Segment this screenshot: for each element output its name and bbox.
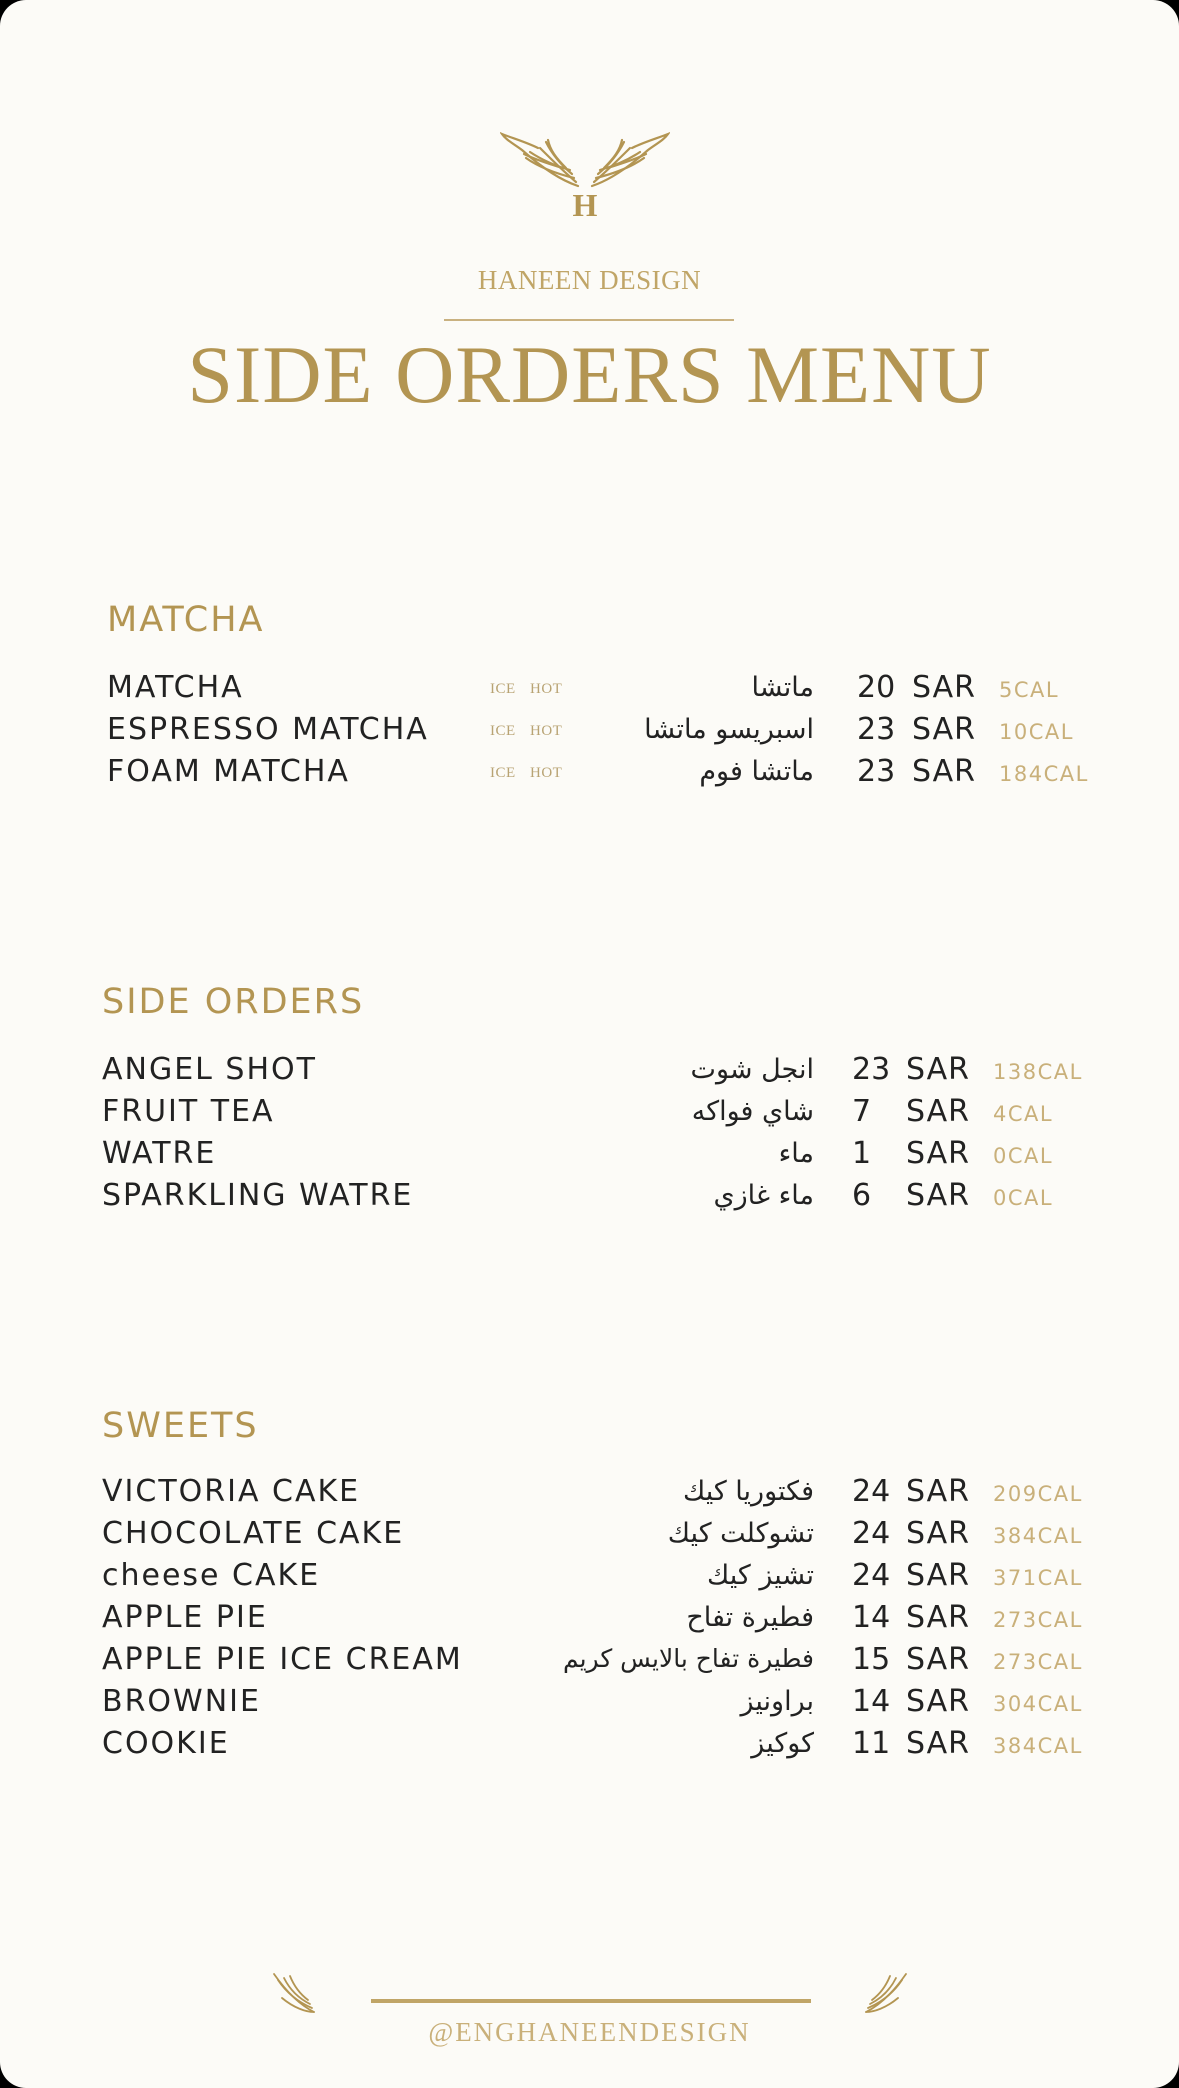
section-title-matcha: MATCHA [107,600,265,640]
item-calories: 5CAL [999,678,1060,702]
menu-item [0,1094,1179,1134]
item-price: 24 [852,1558,891,1593]
item-name: ESPRESSO MATCHA [107,712,429,747]
item-calories: 10CAL [999,720,1074,744]
item-name-arabic: فطيرة تفاح [686,1602,814,1633]
item-currency: SAR [906,1516,970,1551]
item-currency: SAR [906,1052,970,1087]
item-currency: SAR [906,1600,970,1635]
item-price: 23 [857,712,896,747]
temp-ice: ICE [490,765,516,781]
item-currency: SAR [906,1178,970,1213]
item-currency: SAR [906,1094,970,1129]
item-calories: 384CAL [993,1524,1083,1548]
wings-logo-icon [500,128,670,220]
menu-item [0,1684,1179,1724]
brand-divider [444,319,734,321]
item-calories: 138CAL [993,1060,1083,1084]
temp-hot: HOT [530,723,563,739]
item-price: 24 [852,1516,891,1551]
item-calories: 371CAL [993,1566,1083,1590]
item-name-arabic: فكتوريا كيك [682,1476,814,1507]
item-price: 6 [852,1178,872,1213]
item-price: 14 [852,1684,891,1719]
item-name: FRUIT TEA [102,1094,275,1129]
item-name-arabic: كوكيز [751,1728,814,1759]
menu-item [0,1726,1179,1766]
footer-divider [371,1999,811,2003]
item-price: 20 [857,670,896,705]
left-wing-icon [268,1968,320,2018]
menu-item [0,754,1179,794]
menu-item [0,1474,1179,1514]
item-currency: SAR [906,1136,970,1171]
item-name: BROWNIE [102,1684,261,1719]
item-name-arabic: ماتشا [751,672,814,703]
item-calories: 4CAL [993,1102,1054,1126]
menu-item [0,670,1179,710]
menu-item [0,1516,1179,1556]
item-name: SPARKLING WATRE [102,1178,414,1213]
item-calories: 273CAL [993,1608,1083,1632]
item-calories: 384CAL [993,1734,1083,1758]
section-title-side-orders: SIDE ORDERS [102,982,365,1022]
menu-item [0,1642,1179,1682]
item-name-arabic: ماء [778,1138,814,1169]
item-name: CHOCOLATE CAKE [102,1516,405,1551]
item-currency: SAR [906,1474,970,1509]
item-price: 24 [852,1474,891,1509]
item-price: 23 [852,1052,891,1087]
item-name-arabic: تشيز كيك [707,1560,814,1591]
item-name-arabic: تشوكلت كيك [667,1518,814,1549]
item-currency: SAR [906,1558,970,1593]
item-calories: 273CAL [993,1650,1083,1674]
item-name-arabic: شاي فواكه [691,1096,814,1127]
item-currency: SAR [906,1726,970,1761]
item-price: 23 [857,754,896,789]
item-price: 14 [852,1600,891,1635]
item-currency: SAR [906,1642,970,1677]
item-name: COOKIE [102,1726,230,1761]
brand-name: HANEEN DESIGN [477,265,702,295]
item-name-arabic: براونيز [740,1686,814,1717]
item-calories: 304CAL [993,1692,1083,1716]
item-currency: SAR [906,1684,970,1719]
menu-item [0,1600,1179,1640]
item-price: 7 [852,1094,872,1129]
menu-item [0,1178,1179,1218]
menu-item [0,1558,1179,1598]
item-name-arabic: انجل شوت [690,1054,814,1085]
item-calories: 0CAL [993,1186,1054,1210]
item-currency: SAR [912,670,976,705]
item-price: 15 [852,1642,891,1677]
menu-item [0,1052,1179,1092]
item-name: APPLE PIE [102,1600,268,1635]
page-title: SIDE ORDERS MENU [187,329,992,420]
item-name: ANGEL SHOT [102,1052,317,1087]
item-name: WATRE [102,1136,217,1171]
item-name: APPLE PIE ICE CREAM [102,1642,463,1677]
item-name-arabic: فطيرة تفاح بالايس كريم [562,1644,814,1673]
item-name-arabic: ماء غازي [713,1180,814,1211]
temp-ice: ICE [490,723,516,739]
item-name-arabic: ماتشا فوم [699,756,814,787]
item-name: FOAM MATCHA [107,754,350,789]
item-name: MATCHA [107,670,244,705]
item-price: 11 [852,1726,891,1761]
item-currency: SAR [912,754,976,789]
item-name: VICTORIA CAKE [102,1474,361,1509]
temp-hot: HOT [530,765,563,781]
item-name-arabic: اسبريسو ماتشا [644,714,814,745]
section-title-sweets: SWEETS [102,1406,259,1446]
item-price: 1 [852,1136,872,1171]
menu-item [0,712,1179,752]
svg-text:H: H [572,187,598,220]
temp-ice: ICE [490,681,516,697]
temp-hot: HOT [530,681,563,697]
item-calories: 209CAL [993,1482,1083,1506]
social-handle: @ENGHANEENDESIGN [428,2017,751,2047]
right-wing-icon [860,1968,912,2018]
item-calories: 0CAL [993,1144,1054,1168]
item-calories: 184CAL [999,762,1089,786]
menu-item [0,1136,1179,1176]
item-currency: SAR [912,712,976,747]
item-name: cheese CAKE [102,1558,321,1593]
